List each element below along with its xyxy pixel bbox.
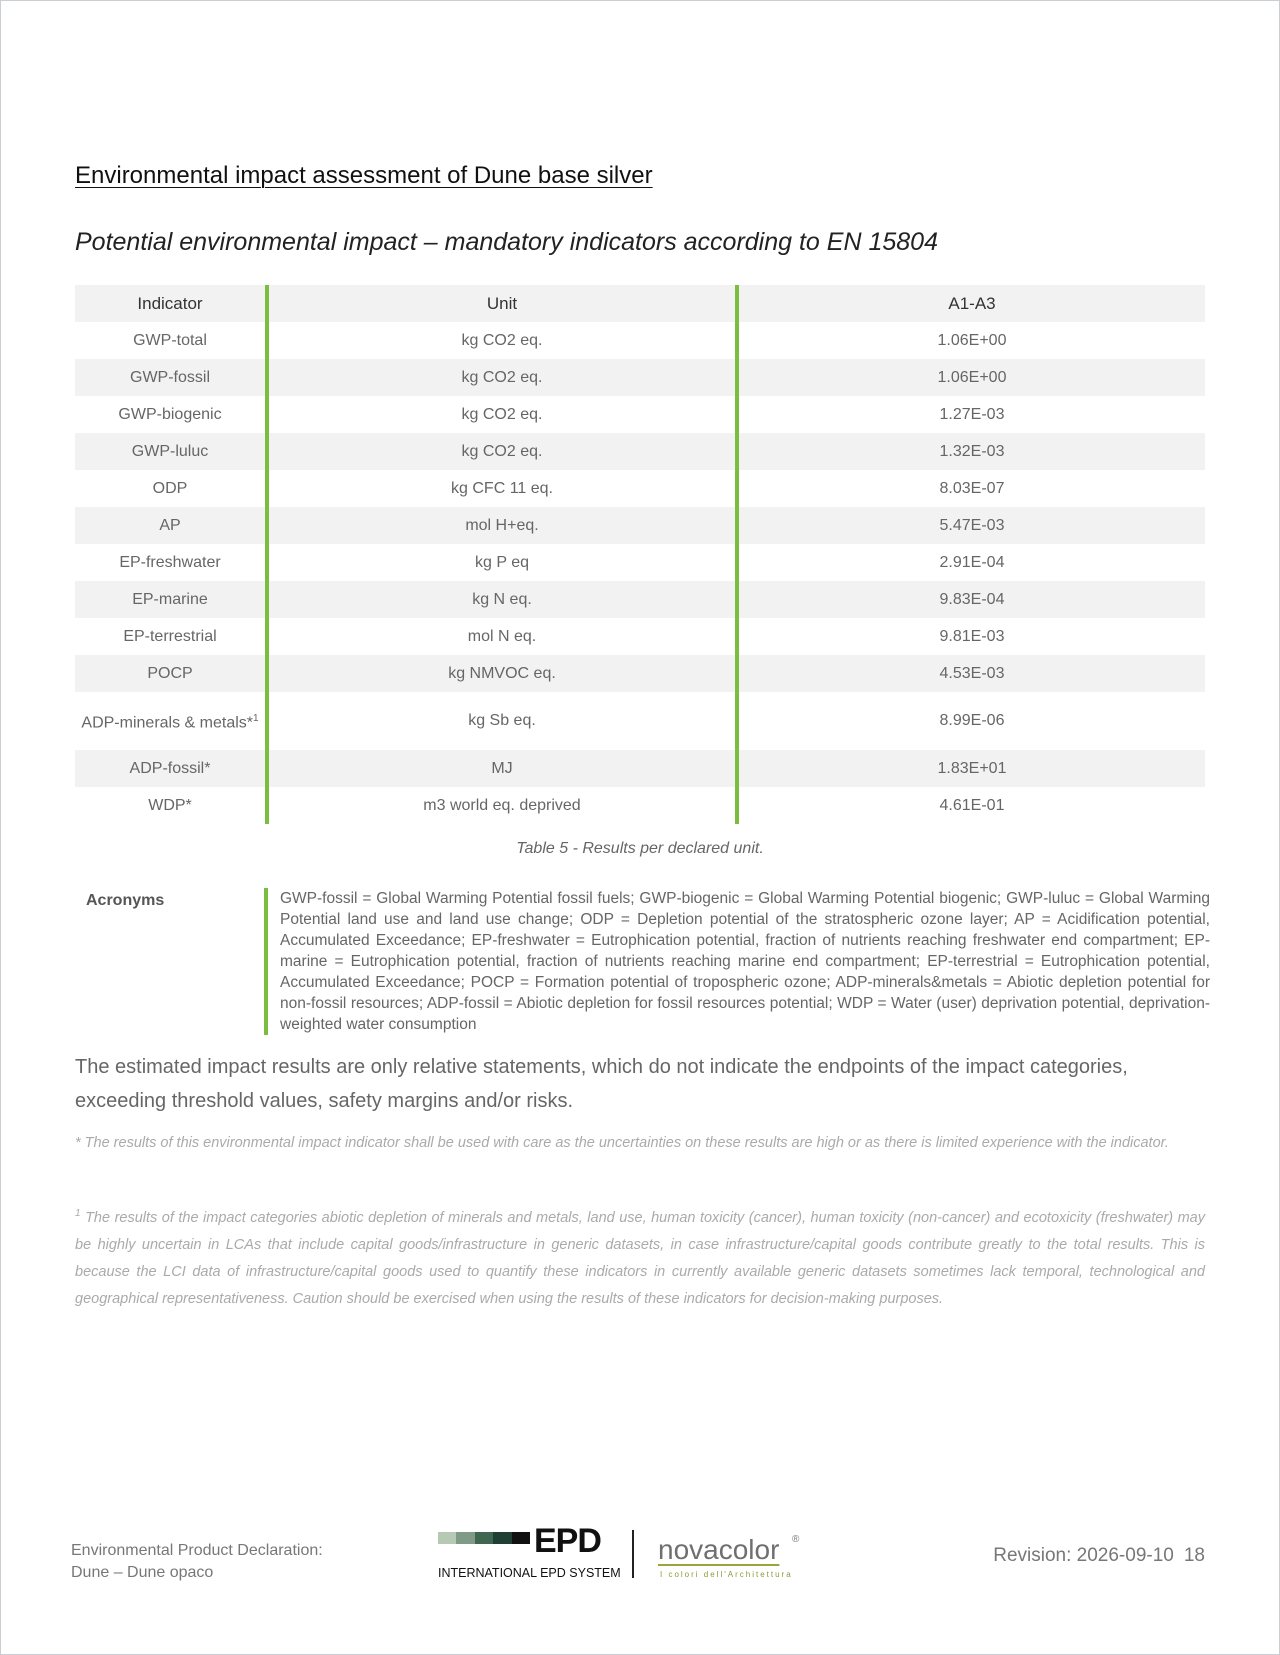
unit-cell: MJ xyxy=(267,750,737,787)
indicator-cell: ADP-fossil* xyxy=(75,750,267,787)
value-cell: 8.03E-07 xyxy=(939,479,1005,497)
unit-cell: kg CO2 eq. xyxy=(267,433,737,470)
value-cell: 9.83E-04 xyxy=(939,590,1005,608)
logo-divider xyxy=(632,1530,634,1578)
indicator-cell: AP xyxy=(75,507,267,544)
table-row xyxy=(75,470,1205,507)
header-unit: Unit xyxy=(267,285,737,322)
indicator-cell: GWP-total xyxy=(75,322,267,359)
table-header-row xyxy=(75,285,1205,322)
footnote-one-text: The results of the impact categories abiotic depletion of minerals and metals, land use, human toxicity (cancer), human toxicity (non-cancer) and ecotoxicity (freshwater) may be highly uncertain in LCAs that include capital goods/infrastructure in generic datasets, in case infrastructure/capital goods contribute greatly to the total results. This is because the LCI data of infrastructure/capital goods used to quantify these indicators in currently available generic datasets sometimes lack temporal, technological and geographical representativeness. Caution should be exercised when using the results of these indicators for decision-making purposes. xyxy=(75,1209,1205,1307)
table-subtitle: Potential environmental impact – mandatory indicators according to EN 15804 xyxy=(75,228,938,256)
table-row xyxy=(75,359,1205,396)
value-cell: 5.47E-03 xyxy=(939,516,1005,534)
revision-date: Revision: 2026-09-10 xyxy=(993,1545,1174,1566)
header-indicator: Indicator xyxy=(75,285,267,322)
indicator-cell: POCP xyxy=(75,655,267,692)
value-cell: 4.53E-03 xyxy=(939,664,1005,682)
indicator-cell: EP-marine xyxy=(75,581,267,618)
footnote-star: * The results of this environmental impact indicator shall be used with care as the uncertainties on these results are high or as there is limited experience with the indicator. xyxy=(75,1135,1169,1151)
footer-doc-line2: Dune – Dune opaco xyxy=(71,1564,214,1581)
footnote-one xyxy=(75,1200,1205,1313)
value-cell: 8.99E-06 xyxy=(939,712,1005,729)
unit-cell: kg CO2 eq. xyxy=(267,359,737,396)
indicator-cell: GWP-luluc xyxy=(75,433,267,470)
unit-cell: mol H+eq. xyxy=(267,507,737,544)
unit-cell: kg CO2 eq. xyxy=(267,322,737,359)
indicator-cell: GWP-fossil xyxy=(75,359,267,396)
header-a1-a3: A1-A3 xyxy=(948,293,996,313)
table-row xyxy=(75,750,1205,787)
footer-revision xyxy=(993,1545,1205,1567)
footnote-ref: 1 xyxy=(253,712,259,724)
unit-cell: mol N eq. xyxy=(267,618,737,655)
table-row xyxy=(75,655,1205,692)
value-cell: 1.06E+00 xyxy=(937,331,1007,349)
novacolor-logo: novacolor xyxy=(658,1534,780,1565)
epd-logo-word: EPD xyxy=(534,1522,601,1560)
value-cell: 9.81E-03 xyxy=(939,627,1005,645)
table-row xyxy=(75,322,1205,359)
results-table xyxy=(75,285,1205,824)
unit-cell: kg CO2 eq. xyxy=(267,396,737,433)
value-cell: 1.32E-03 xyxy=(939,442,1005,460)
epd-bar xyxy=(438,1532,456,1544)
page-number: 18 xyxy=(1183,1545,1205,1566)
epd-bar xyxy=(456,1532,474,1544)
indicator-cell: EP-terrestrial xyxy=(75,618,267,655)
indicator-cell: GWP-biogenic xyxy=(75,396,267,433)
unit-cell: kg N eq. xyxy=(267,581,737,618)
value-cell: 1.27E-03 xyxy=(939,405,1005,423)
relative-statement-note: The estimated impact results are only relative statements, which do not indicate the endpoints of the impact categories, exceeding threshold values, safety margins and/or risks. xyxy=(75,1056,1128,1112)
unit-cell: m3 world eq. deprived xyxy=(267,787,737,824)
epd-bar xyxy=(493,1532,511,1544)
indicator-cell: EP-freshwater xyxy=(75,544,267,581)
unit-cell: kg NMVOC eq. xyxy=(267,655,737,692)
registered-mark: ® xyxy=(792,1534,800,1545)
indicator-cell: WDP* xyxy=(75,787,267,824)
table-row xyxy=(75,433,1205,470)
table-row xyxy=(75,544,1205,581)
footer-doc-line1: Environmental Product Declaration: xyxy=(71,1542,323,1559)
epd-bar xyxy=(512,1532,530,1544)
value-cell: 1.06E+00 xyxy=(937,368,1007,386)
value-cell: 4.61E-01 xyxy=(939,796,1005,814)
indicator-cell: ODP xyxy=(75,470,267,507)
table-row xyxy=(75,581,1205,618)
value-cell: 1.83E+01 xyxy=(937,759,1007,777)
epd-bar xyxy=(475,1532,493,1544)
indicator-cell xyxy=(75,692,267,750)
table-row xyxy=(75,618,1205,655)
footnote-mark: 1 xyxy=(75,1208,81,1219)
table-row xyxy=(75,787,1205,824)
unit-cell: kg P eq xyxy=(267,544,737,581)
acronyms-label: Acronyms xyxy=(86,892,165,909)
indicator-text: ADP-minerals & metals* xyxy=(81,714,254,732)
unit-cell: kg CFC 11 eq. xyxy=(267,470,737,507)
footer-doc-title xyxy=(71,1540,323,1584)
epd-logo-subtitle: INTERNATIONAL EPD SYSTEM xyxy=(438,1566,621,1580)
table-row xyxy=(75,692,1205,750)
table-caption: Table 5 - Results per declared unit. xyxy=(516,840,764,857)
unit-cell: kg Sb eq. xyxy=(267,692,737,750)
epd-logo xyxy=(438,1522,621,1580)
value-cell: 2.91E-04 xyxy=(939,553,1005,571)
epd-logo-bars xyxy=(438,1532,530,1544)
table-row xyxy=(75,396,1205,433)
novacolor-tagline: I colori dell'Architettura xyxy=(660,1570,793,1579)
section-title: Environmental impact assessment of Dune base silver xyxy=(75,162,653,189)
acronyms-text: GWP-fossil = Global Warming Potential fossil fuels; GWP-biogenic = Global Warming Potential biogenic; GWP-luluc = Global Warming Potential land use and land use change; ODP = Depletion potential of the stratospheric ozone layer; AP = Acidification potential, Accumulated Exceedance; EP-freshwater = Eutrophication potential, fraction of nutrients reaching freshwater end compartment; EP-marine = Eutrophication potential, fraction of nutrients reaching marine end compartment; EP-terrestrial = Eutrophication potential, Accumulated Exceedance; POCP = Formation potential of tropospheric ozone; ADP-minerals&metals = Abiotic depletion potential for non-fossil resources; ADP-fossil = Abiotic depletion for fossil resources potential; WDP = Water (user) deprivation potential, deprivation-weighted water consumption xyxy=(264,888,1210,1035)
table-row xyxy=(75,507,1205,544)
